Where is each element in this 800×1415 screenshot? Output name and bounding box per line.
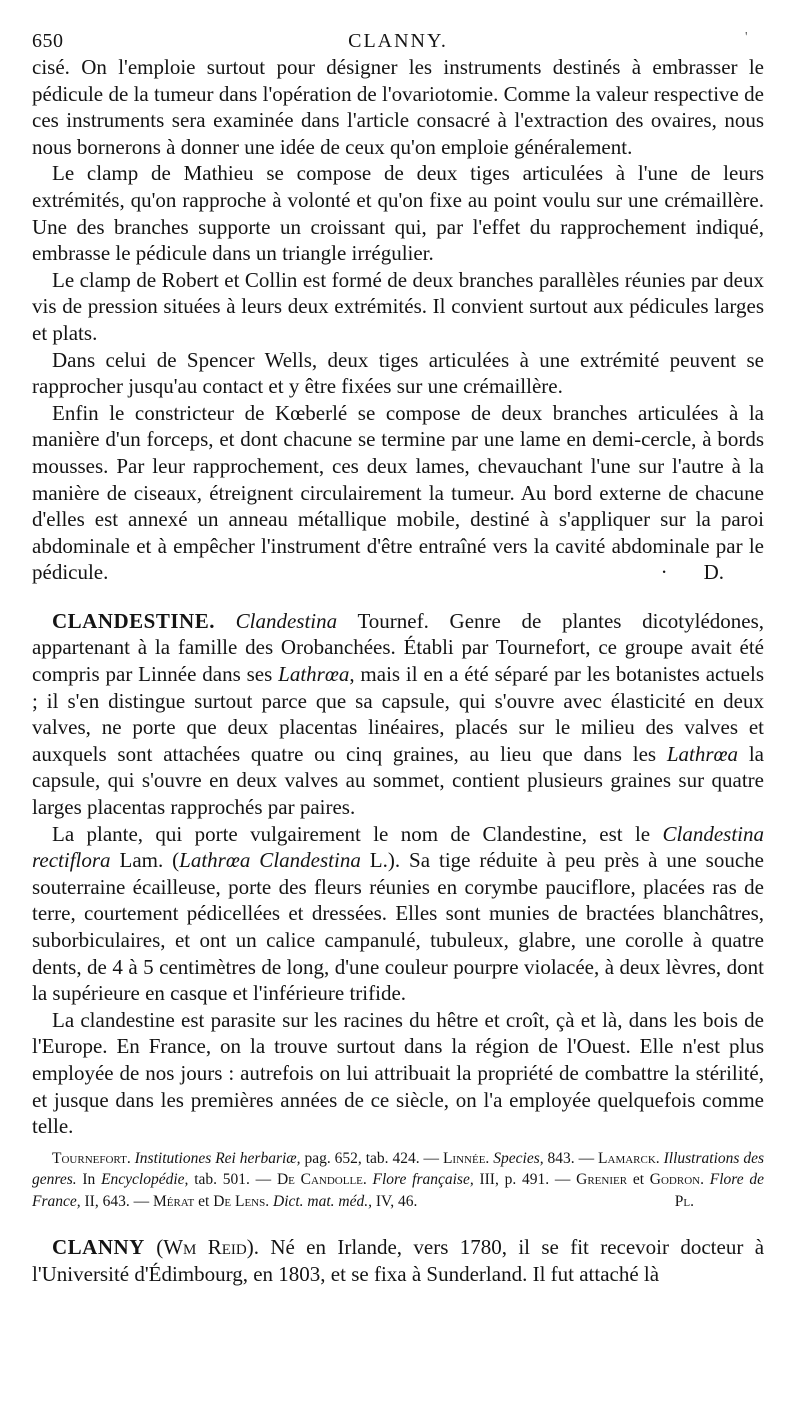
clamp-paragraph-3: Le clamp de Robert et Collin est formé de deux branches parallèles réunies par deux vis de pression situées à leurs deux extrémités. Il convient surtout aux pédicules larges et plats. [32, 267, 764, 345]
biblio-ref: III, p. 491. — [473, 1171, 577, 1189]
biblio-title: Flore française, [372, 1171, 474, 1189]
clamp-article [32, 54, 764, 586]
page [32, 18, 764, 1398]
clandestine-paragraph-2 [32, 821, 764, 1007]
biblio-author: De Lens. [213, 1192, 270, 1210]
clamp-paragraph-2: Le clamp de Mathieu se compose de deux tiges articulées à l'une de leurs extrémités, qu'on rapproche à volonté et qu'on fixe au point voulu sur une crémaillère. Une des branches supporte un croissant qui, par l'effet du rapprochement indiqué, embrasse le pédicule dans un triangle irrégulier. [32, 161, 764, 266]
biblio-ref: tab. 501. — [188, 1171, 277, 1189]
synonym-name: Lathrœa Clandestina [179, 848, 361, 873]
biblio-title: Encyclopédie, [101, 1171, 189, 1189]
clanny-paren-open: ( [144, 1235, 164, 1260]
clandestine-paragraph-3: La clandestine est parasite sur les racines du hêtre et croît, çà et là, dans les bois de l'Europe. En France, on la trouve surtout dans la région de l'Ouest. Elle n'est plus employée de nos jours : autrefois on lui attribuait la propriété de combattre la stérilité, et jusque dans les premières années de ce siècle, on l'a employée quelquefois comme telle. [32, 1007, 764, 1139]
lathraea-genus-1: Lathrœa [278, 662, 350, 687]
running-title: CLANNY. [348, 30, 448, 52]
clandestine-p2-rest: L.). Sa tige réduite à peu près à une souche souterraine écailleuse, porte des fleurs réunies en corymbe pauciflore, placées ras de terre, courtement pédicellées et dressées. Elles sont munies de bractées blanchâtres, suborbiculaires, et ont un calice campanulé, tubuleux, glabre, une corolle à quatre dents, de 4 à 5 centimètres de long, d'une couleur pourpre violacée, à deux lèvres, dont la supérieure en casque et l'inférieure trifide. [32, 848, 764, 1006]
biblio-ref: IV, 46. [372, 1192, 418, 1210]
running-header [32, 18, 764, 54]
clandestine-text-a: Tournef. Genre de plantes dicotylédones, appartenant à la famille des Orobanchées. Établi par Tournefort, ce groupe avait été compris par Linnée dans ses [32, 608, 765, 687]
biblio-author: Grenier [576, 1171, 628, 1189]
biblio-title: Flore de France, [32, 1171, 765, 1210]
clanny-article [32, 1234, 764, 1287]
bibliography [32, 1148, 764, 1213]
clanny-paragraph [32, 1234, 764, 1287]
clandestine-p2-start: La plante, qui porte vulgairement le nom de Clandestine, est le [52, 821, 663, 846]
clanny-paren-close: ). [246, 1235, 259, 1260]
biblio-signature: Pl. [674, 1192, 694, 1210]
biblio-author: Tournefort. [52, 1149, 131, 1167]
clamp-paragraph-5 [32, 400, 764, 586]
clandestine-text-b: , mais il en a été séparé par les botanistes actuels ; il s'en distingue surtout parce que sa capsule, qui s'ouvre avec élasticité en deux valves, ne porte que deux placentas linéaires, placés sur le milieu des valves et auxquels sont attachées quatre ou cinq graines, au lieu que dans les [32, 662, 765, 766]
biblio-author: De Candolle. [276, 1171, 367, 1189]
clandestine-p2-mid: Lam. ( [110, 848, 180, 873]
biblio-title: Illustrations des genres. [32, 1149, 765, 1189]
biblio-ref: II, 643. — [80, 1192, 153, 1210]
page-number: 650 [32, 30, 64, 52]
clandestine-paragraph-1 [32, 608, 764, 821]
clandestina-latin: Clandestina [235, 608, 338, 633]
lathraea-genus-2: Lathrœa [666, 741, 739, 766]
clandestine-headword: CLANDESTINE. [52, 608, 215, 633]
biblio-ref: 843. — [543, 1149, 599, 1167]
biblio-author: Mérat [152, 1192, 195, 1210]
clamp-paragraph-1: cisé. On l'emploie surtout pour désigner les instruments destinés à embrasser le pédicule de la tumeur dans l'opération de l'ovariotomie. Comme la valeur respective de ces instruments sera examinée dans l'article consacré à l'extraction des ovaires, nous nous bornerons à donner une idée de ceux qu'on emploie généralement. [32, 55, 764, 159]
clandestine-text-c: la capsule, qui s'ouvre en deux valves au sommet, contient plusieurs graines sur quatre larges placentas rapprochés par paires. [32, 741, 764, 820]
biblio-ref: et [194, 1192, 214, 1210]
biblio-author: Linnée. [442, 1149, 490, 1167]
clamp-signature: D. [703, 560, 724, 585]
biblio-author: Lamarck. [598, 1149, 660, 1167]
biblio-ref: In [76, 1171, 102, 1189]
article-spacer [32, 1212, 764, 1234]
species-name: Clandestina rectiflora [32, 821, 764, 873]
biblio-ref: et [627, 1171, 650, 1189]
clanny-headword: CLANNY [52, 1235, 145, 1260]
biblio-ref: pag. 652, tab. 424. — [300, 1149, 443, 1167]
corner-mark: ' [744, 30, 748, 45]
clandestine-article [32, 608, 764, 1212]
signature-dot: · [660, 560, 668, 585]
biblio-title: Institutiones Rei herbariæ, [134, 1149, 301, 1167]
clamp-signature-block [641, 559, 724, 586]
article-spacer [32, 586, 764, 608]
clamp-paragraph-4: Dans celui de Spencer Wells, deux tiges articulées à une extrémité peuvent se rapprocher jusqu'au contact et y être fixées sur une crémaillère. [32, 347, 764, 399]
clanny-text: Né en Irlande, vers 1780, il se fit recevoir docteur à l'Université d'Édimbourg, en 1803, et se fixa à Sunderland. Il fut attaché là [32, 1235, 765, 1286]
biblio-author: Godron. [649, 1171, 704, 1189]
biblio-title: Species, [493, 1149, 544, 1167]
biblio-title: Dict. mat. méd., [273, 1192, 373, 1210]
clanny-given-name: Wm Reid [163, 1235, 247, 1260]
clamp-paragraph-5-text: Enfin le constricteur de Kœberlé se compose de deux branches articulées à la manière d'un forceps, et dont chacune se termine par une lame en demi-cercle, à bords mousses. Par leur rapprochement, ces deux lames, chevauchant l'une sur l'autre à la manière de ciseaux, étreignent circulairement la tumeur. Au bord externe de chacune d'elles est annexé un anneau métallique mobile, destiné à s'appliquer sur la paroi abdominale et à empêcher l'instrument d'être entraîné vers la cavité abdominale par le pédicule. [32, 400, 764, 585]
